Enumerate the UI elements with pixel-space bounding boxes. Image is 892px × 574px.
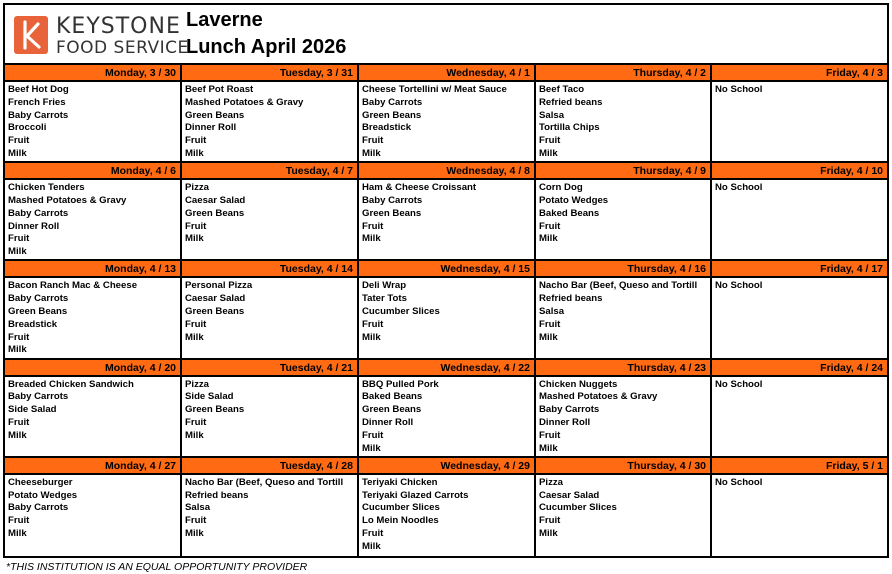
- menu-item: Green Beans: [8, 305, 68, 317]
- menu-item: Caesar Salad: [539, 489, 600, 501]
- menu-items: [712, 82, 887, 97]
- day-header: Friday, 4 / 24: [712, 360, 887, 377]
- menu-item: Fruit: [8, 515, 30, 527]
- day-cell: [5, 163, 182, 261]
- menu-item: Deli Wrap: [362, 280, 407, 292]
- menu-item: Baby Carrots: [8, 109, 69, 121]
- day-header: Wednesday, 4 / 8: [359, 163, 534, 180]
- menu-item: Corn Dog: [539, 182, 583, 194]
- day-header: Tuesday, 4 / 28: [182, 458, 357, 475]
- day-cell: [5, 261, 182, 359]
- menu-item: Broccoli: [8, 122, 47, 134]
- menu-item: Milk: [185, 429, 204, 441]
- menu-item: Fruit: [185, 318, 207, 330]
- day-cell: [359, 360, 536, 458]
- menu-items: [5, 278, 180, 357]
- menu-item: Milk: [8, 246, 27, 258]
- day-cell: [182, 458, 359, 556]
- menu-item: Bacon Ranch Mac & Cheese: [8, 280, 138, 292]
- menu-items: [359, 82, 534, 161]
- menu-item: Beef Pot Roast: [185, 84, 254, 95]
- menu-item: Fruit: [185, 416, 207, 428]
- menu-items: [359, 377, 534, 456]
- menu-item: French Fries: [8, 96, 66, 108]
- menu-item: Cheeseburger: [8, 476, 73, 488]
- day-header: Wednesday, 4 / 22: [359, 360, 534, 377]
- day-cell: [5, 65, 182, 163]
- menu-item: Milk: [539, 147, 558, 159]
- menu-item: Cucumber Slices: [539, 502, 617, 514]
- day-header: Wednesday, 4 / 15: [359, 261, 534, 278]
- menu-item: Tater Tots: [362, 293, 407, 305]
- day-header: Monday, 4 / 6: [5, 163, 180, 180]
- menu-item: Baby Carrots: [8, 502, 69, 514]
- menu-item: Dinner Roll: [362, 416, 414, 428]
- menu-items: [359, 475, 534, 554]
- menu-item: Milk: [185, 527, 204, 539]
- menu-item: Baby Carrots: [8, 293, 69, 305]
- logo-text-keystone: KEYSTONE: [56, 14, 181, 39]
- day-cell: [359, 65, 536, 163]
- menu-item: Side Salad: [185, 391, 234, 403]
- day-header: Monday, 4 / 20: [5, 360, 180, 377]
- menu-item: Lo Mein Noodles: [362, 515, 439, 527]
- menu-item: Fruit: [362, 220, 384, 232]
- day-cell: [182, 65, 359, 163]
- menu-item: Baked Beans: [539, 207, 600, 219]
- menu-item: Nacho Bar (Beef, Queso and Tortill: [185, 476, 344, 488]
- day-header: Wednesday, 4 / 1: [359, 65, 534, 82]
- menu-item: Teriyaki Chicken: [362, 476, 438, 488]
- menu-item: Fruit: [539, 318, 561, 330]
- menu-item: Fruit: [362, 135, 384, 147]
- day-header: Tuesday, 4 / 21: [182, 360, 357, 377]
- menu-items: [712, 475, 887, 490]
- menu-item: Nacho Bar (Beef, Queso and Tortill: [539, 280, 698, 292]
- menu-item: Dinner Roll: [185, 122, 237, 134]
- day-header: Friday, 4 / 10: [712, 163, 887, 180]
- menu-items: [712, 377, 887, 392]
- menu-item: Mashed Potatoes & Gravy: [8, 194, 127, 206]
- menu-item: Beef Hot Dog: [8, 84, 69, 95]
- menu-item: Fruit: [8, 416, 30, 428]
- menu-item: Milk: [185, 331, 204, 343]
- menu-item: Green Beans: [362, 404, 422, 416]
- menu-item: Personal Pizza: [185, 280, 253, 292]
- menu-item: Green Beans: [362, 207, 422, 219]
- menu-item: Pizza: [185, 378, 209, 390]
- day-cell: [182, 360, 359, 458]
- keystone-logo: [14, 12, 189, 60]
- menu-items: [536, 278, 710, 344]
- day-header: Thursday, 4 / 30: [536, 458, 710, 475]
- menu-item: Beef Taco: [539, 84, 585, 95]
- day-cell: [536, 163, 712, 261]
- menu-item: Fruit: [539, 220, 561, 232]
- day-header: Tuesday, 4 / 14: [182, 261, 357, 278]
- day-cell: [359, 163, 536, 261]
- menu-item: Refried beans: [185, 489, 249, 501]
- menu-item: Milk: [362, 442, 381, 454]
- menu-item: Fruit: [539, 135, 561, 147]
- equal-opportunity-footer: *THIS INSTITUTION IS AN EQUAL OPPORTUNITY PROVIDER: [6, 561, 308, 573]
- menu-items: [5, 82, 180, 161]
- menu-items: [182, 180, 357, 246]
- menu-item: Milk: [539, 442, 558, 454]
- menu-items: [182, 82, 357, 161]
- menu-item: Pizza: [539, 476, 563, 488]
- menu-item: Chicken Tenders: [8, 182, 85, 194]
- day-cell: [712, 65, 887, 163]
- menu-item: Cucumber Slices: [362, 502, 440, 514]
- menu-item: Milk: [185, 233, 204, 245]
- day-header: Tuesday, 3 / 31: [182, 65, 357, 82]
- menu-item: Tortilla Chips: [539, 122, 600, 134]
- menu-item: Fruit: [185, 135, 207, 147]
- menu-item: Breadstick: [362, 122, 412, 134]
- menu-items: [359, 278, 534, 344]
- menu-item: Refried beans: [539, 293, 603, 305]
- day-header: Wednesday, 4 / 29: [359, 458, 534, 475]
- menu-item: Salsa: [539, 305, 565, 317]
- menu-item: Baby Carrots: [8, 391, 69, 403]
- menu-item: Milk: [185, 147, 204, 159]
- menu-item: Fruit: [539, 429, 561, 441]
- menu-item: Breaded Chicken Sandwich: [8, 378, 134, 390]
- menu-item: Fruit: [362, 318, 384, 330]
- day-cell: [712, 163, 887, 261]
- menu-header: [5, 5, 887, 65]
- day-cell: [536, 65, 712, 163]
- menu-items: [536, 377, 710, 456]
- day-header: Friday, 5 / 1: [712, 458, 887, 475]
- menu-item: Green Beans: [185, 404, 245, 416]
- day-cell: [5, 458, 182, 556]
- day-cell: [359, 458, 536, 556]
- day-cell: [712, 360, 887, 458]
- menu-item: Ham & Cheese Croissant: [362, 182, 477, 194]
- day-header: Tuesday, 4 / 7: [182, 163, 357, 180]
- menu-item: Milk: [362, 331, 381, 343]
- menu-items: [712, 278, 887, 293]
- menu-item: Pizza: [185, 182, 209, 194]
- day-cell: [712, 458, 887, 556]
- menu-item: Fruit: [362, 429, 384, 441]
- menu-title: Lunch April 2026: [186, 36, 347, 58]
- day-cell: [5, 360, 182, 458]
- day-header: Thursday, 4 / 23: [536, 360, 710, 377]
- menu-item: Fruit: [8, 135, 30, 147]
- day-header: Monday, 4 / 13: [5, 261, 180, 278]
- menu-item: Potato Wedges: [8, 489, 78, 501]
- menu-item: Milk: [8, 429, 27, 441]
- day-header: Friday, 4 / 3: [712, 65, 887, 82]
- menu-item: No School: [715, 182, 763, 194]
- menu-items: [5, 377, 180, 443]
- menu-items: [536, 180, 710, 246]
- keystone-k-icon: [14, 16, 48, 54]
- menu-items: [5, 180, 180, 259]
- menu-item: Potato Wedges: [539, 194, 609, 206]
- menu-item: Baby Carrots: [539, 404, 600, 416]
- menu-item: Milk: [8, 527, 27, 539]
- logo-text-food-service: FOOD SERVICE: [56, 38, 189, 58]
- day-header: Thursday, 4 / 2: [536, 65, 710, 82]
- menu-item: Refried beans: [539, 96, 603, 108]
- day-header: Monday, 4 / 27: [5, 458, 180, 475]
- menu-item: Baby Carrots: [362, 194, 423, 206]
- menu-item: Teriyaki Glazed Carrots: [362, 489, 469, 501]
- day-cell: [536, 261, 712, 359]
- menu-item: Caesar Salad: [185, 293, 246, 305]
- menu-item: Cheese Tortellini w/ Meat Sauce: [362, 84, 507, 95]
- day-header: Friday, 4 / 17: [712, 261, 887, 278]
- menu-items: [182, 475, 357, 541]
- menu-items: [359, 180, 534, 246]
- school-name: Laverne: [186, 9, 263, 31]
- menu-item: BBQ Pulled Pork: [362, 378, 439, 390]
- menu-item: No School: [715, 476, 763, 488]
- menu-item: Salsa: [185, 502, 211, 514]
- menu-item: Cucumber Slices: [362, 305, 440, 317]
- menu-item: Fruit: [539, 515, 561, 527]
- menu-items: [182, 278, 357, 344]
- menu-items: [536, 475, 710, 541]
- menu-item: No School: [715, 378, 763, 390]
- menu-item: Baby Carrots: [362, 96, 423, 108]
- menu-item: Breadstick: [8, 318, 58, 330]
- menu-items: [536, 82, 710, 161]
- menu-item: Green Beans: [362, 109, 422, 121]
- menu-item: Green Beans: [185, 305, 245, 317]
- menu-item: No School: [715, 84, 763, 95]
- menu-item: Side Salad: [8, 404, 57, 416]
- menu-item: Mashed Potatoes & Gravy: [185, 96, 304, 108]
- calendar-grid: [5, 65, 887, 556]
- day-cell: [536, 458, 712, 556]
- menu-item: Caesar Salad: [185, 194, 246, 206]
- day-cell: [182, 261, 359, 359]
- menu-frame: [3, 3, 889, 558]
- menu-item: Fruit: [8, 331, 30, 343]
- menu-item: Dinner Roll: [539, 416, 591, 428]
- menu-item: Milk: [539, 331, 558, 343]
- menu-item: Green Beans: [185, 109, 245, 121]
- day-header: Thursday, 4 / 16: [536, 261, 710, 278]
- menu-item: Dinner Roll: [8, 220, 60, 232]
- menu-item: Milk: [8, 147, 27, 159]
- menu-item: Fruit: [362, 527, 384, 539]
- menu-item: Baby Carrots: [8, 207, 69, 219]
- menu-item: Fruit: [8, 233, 30, 245]
- menu-item: Milk: [362, 147, 381, 159]
- menu-item: Milk: [362, 233, 381, 245]
- menu-item: Chicken Nuggets: [539, 378, 618, 390]
- menu-item: Milk: [362, 540, 381, 552]
- menu-items: [5, 475, 180, 541]
- menu-item: Green Beans: [185, 207, 245, 219]
- menu-item: No School: [715, 280, 763, 292]
- menu-items: [182, 377, 357, 443]
- day-cell: [712, 261, 887, 359]
- day-header: Monday, 3 / 30: [5, 65, 180, 82]
- menu-item: Baked Beans: [362, 391, 423, 403]
- menu-item: Salsa: [539, 109, 565, 121]
- day-cell: [536, 360, 712, 458]
- day-header: Thursday, 4 / 9: [536, 163, 710, 180]
- menu-item: Milk: [539, 527, 558, 539]
- day-cell: [182, 163, 359, 261]
- menu-item: Milk: [539, 233, 558, 245]
- menu-item: Milk: [8, 344, 27, 356]
- menu-item: Fruit: [185, 220, 207, 232]
- menu-items: [712, 180, 887, 195]
- day-cell: [359, 261, 536, 359]
- menu-item: Mashed Potatoes & Gravy: [539, 391, 658, 403]
- menu-item: Fruit: [185, 515, 207, 527]
